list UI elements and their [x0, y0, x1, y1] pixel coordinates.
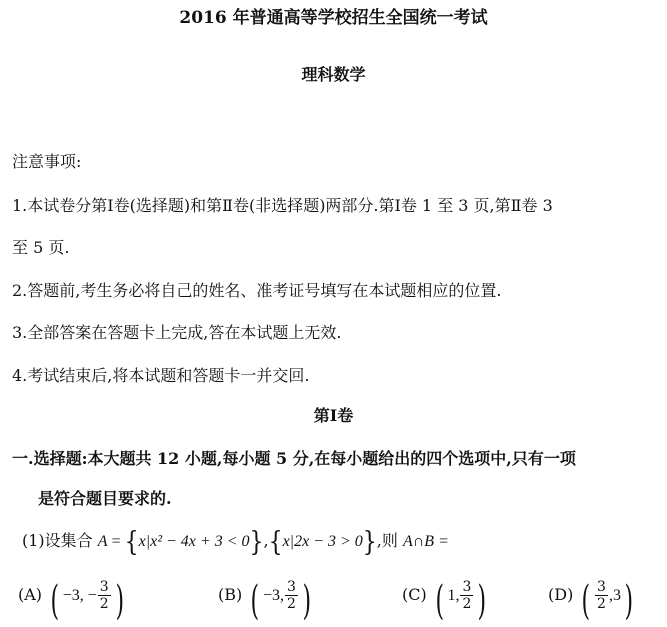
option-denominator: 2 [597, 596, 606, 612]
option-denominator: 2 [462, 596, 472, 612]
set-a-expression: x|x² − 4x + 3 < 0 [138, 533, 250, 550]
option-a[interactable]: (A) ( −3, − $\frac{3}{2}$ ) [18, 578, 124, 624]
notice-item-2: 2.答题前,考生务必将自己的姓名、准考证号填写在本试题相应的位置. [12, 281, 502, 300]
option-numerator: 3 [462, 579, 472, 595]
notice-item-1: 1.本试卷分第Ⅰ卷(选择题)和第Ⅱ卷(非选择题)两部分.第Ⅰ卷 1 至 3 页,第Ⅱ卷 3 [12, 196, 553, 215]
set-a-name: A [97, 533, 108, 550]
section-instructions: 一.选择题:本大题共 12 小题,每小题 5 分,在每小题给出的四个选项中,只有一项 [12, 449, 576, 468]
option-label: (B) [218, 585, 243, 604]
option-c[interactable]: (C) ( 1, $\frac{3}{2}$ ) [402, 578, 487, 624]
option-value: ,3 [608, 587, 621, 604]
notice-item-4: 4.考试结束后,将本试题和答题卡一并交回. [12, 366, 310, 385]
option-value: 1, [447, 587, 460, 604]
option-d[interactable]: (D) ( $\frac{3}{2}$ ,3) [548, 578, 634, 624]
option-denominator: 2 [99, 596, 109, 612]
question-lead: 设集合 [44, 531, 93, 550]
option-label: (A) [18, 585, 43, 604]
option-numerator: 3 [286, 579, 296, 595]
section-instructions-cont: 是符合题目要求的. [38, 489, 172, 508]
option-label: (D) [548, 585, 574, 604]
section-title: 第Ⅰ卷 [313, 406, 354, 425]
option-numerator: 3 [597, 579, 606, 595]
option-b[interactable]: (B) ( −3, $\frac{3}{2}$ ) [218, 578, 312, 624]
notice-item-3: 3.全部答案在答题卡上完成,答在本试题上无效. [12, 323, 342, 342]
question-number: (1) [22, 531, 45, 550]
option-numerator: 3 [99, 579, 109, 595]
question-1: (1)设集合 A = {x|x² − 4x + 3 < 0},{x|2x − 3 > 0},则 A∩B = [22, 526, 449, 558]
question-tail: ,则 [376, 531, 398, 550]
option-denominator: 2 [286, 596, 296, 612]
notice-heading: 注意事项: [12, 152, 82, 171]
question-ask: A∩B = [402, 533, 449, 550]
set-b-expression: x|2x − 3 > 0 [282, 533, 363, 550]
option-value: −3, − [62, 587, 97, 604]
option-label: (C) [402, 585, 427, 604]
page-subtitle: 理科数学 [301, 65, 366, 84]
page-title: 2016 年普通高等学校招生全国统一考试 [179, 8, 488, 28]
option-value: −3, [262, 587, 284, 604]
notice-item-1-cont: 至 5 页. [12, 238, 70, 257]
